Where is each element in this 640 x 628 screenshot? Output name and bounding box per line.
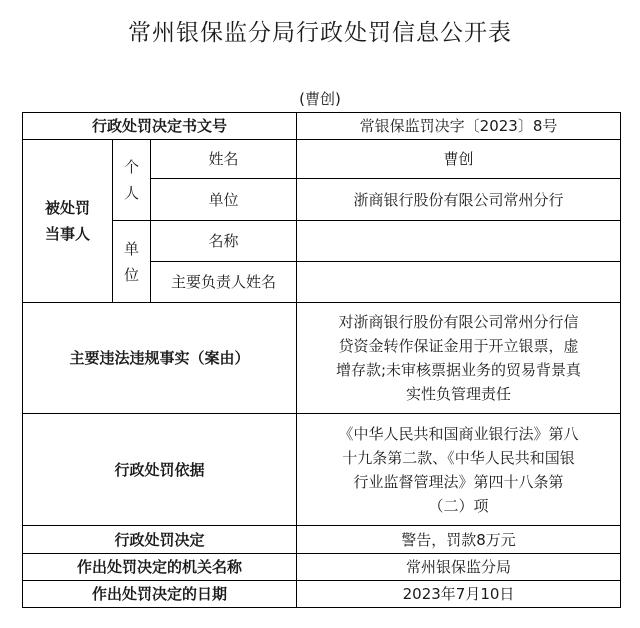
basis-value [297, 414, 621, 526]
authority-label: 作出处罚决定的机关名称 [23, 554, 297, 581]
party-label [23, 140, 113, 303]
decision-label: 行政处罚决定 [23, 526, 297, 554]
basis-line: （二）项 [428, 496, 489, 515]
basis-label: 行政处罚依据 [23, 414, 297, 526]
row-org-name [23, 221, 621, 262]
org-name-value [297, 221, 621, 262]
row-basis [23, 414, 621, 526]
organization-char2: 位 [123, 265, 139, 284]
organization-group-label [113, 221, 151, 303]
decision-value: 警告，罚款8万元 [297, 526, 621, 554]
row-violation [23, 303, 621, 414]
basis-line: 《中华人民共和国商业银行法》第八 [338, 424, 579, 443]
individual-name-label: 姓名 [151, 140, 297, 179]
doc-number-label: 行政处罚决定书文号 [23, 113, 297, 140]
org-name-label: 名称 [151, 221, 297, 262]
row-authority [23, 554, 621, 581]
penalty-info-table [22, 112, 621, 608]
basis-line: 行业监督管理法》第四十八条第 [353, 472, 564, 491]
row-date [23, 581, 621, 608]
individual-unit-value: 浙商银行股份有限公司常州分行 [297, 179, 621, 221]
violation-line: 实性负管理责任 [406, 385, 512, 403]
individual-unit-label: 单位 [151, 179, 297, 221]
doc-number-value: 常银保监罚决字〔2023〕8号 [297, 113, 621, 140]
violation-line: 贷资金转作保证金用于开立银票，虚 [338, 337, 579, 355]
organization-char1: 单 [123, 239, 139, 258]
page-subtitle: (曹创) [299, 90, 341, 108]
individual-group-label [113, 140, 151, 221]
individual-char1: 个 [123, 158, 139, 176]
date-value: 2023年7月10日 [297, 581, 621, 608]
row-doc-number [23, 113, 621, 140]
authority-value: 常州银保监分局 [297, 554, 621, 581]
row-decision [23, 526, 621, 554]
party-label-line1: 被处罚 [44, 199, 90, 217]
violation-label: 主要违法违规事实（案由） [23, 303, 297, 414]
org-head-label: 主要负责人姓名 [151, 262, 297, 303]
org-head-value [297, 262, 621, 303]
row-individual-name [23, 140, 621, 179]
individual-char2: 人 [123, 184, 139, 202]
basis-line: 十九条第二款、《中华人民共和国银 [342, 448, 575, 467]
page-title: 常州银保监分局行政处罚信息公开表 [128, 20, 512, 46]
violation-line: 对浙商银行股份有限公司常州分行信 [338, 313, 579, 331]
violation-line: 增存款;未审核票据业务的贸易背景真 [335, 361, 582, 379]
party-label-line2: 当事人 [44, 225, 90, 243]
violation-value [297, 303, 621, 414]
date-label: 作出处罚决定的日期 [23, 581, 297, 608]
individual-name-value: 曹创 [297, 140, 621, 179]
